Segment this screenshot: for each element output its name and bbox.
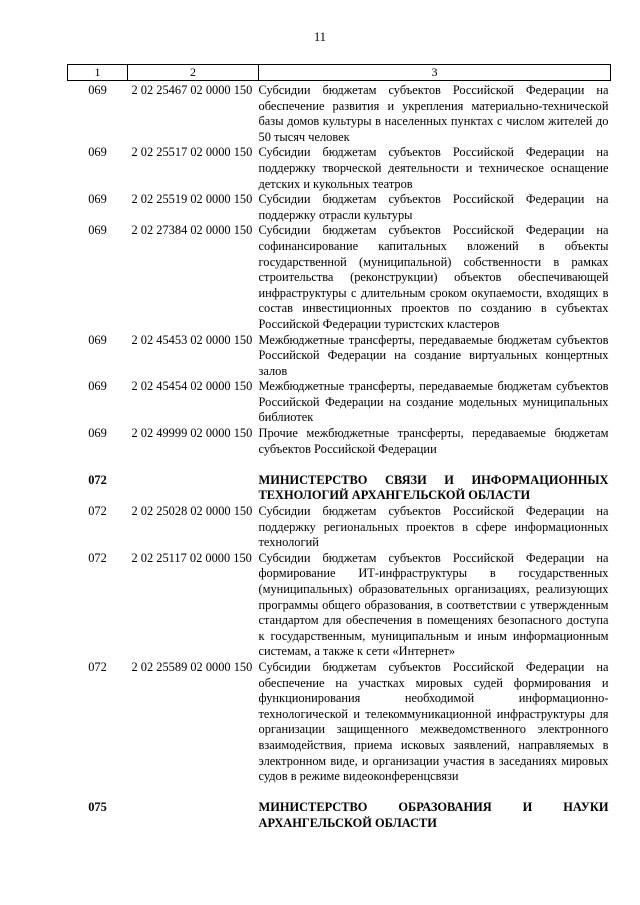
admin-code-cell: 075 (88, 800, 107, 815)
table-row (68, 660, 611, 785)
section-heading-row (68, 473, 611, 504)
column-header-3: 3 (259, 65, 611, 81)
admin-code-cell: 069 (88, 379, 107, 394)
table-row (68, 379, 611, 426)
admin-code-cell: 072 (88, 659, 107, 674)
table-row (68, 504, 611, 551)
admin-code-cell: 072 (88, 472, 107, 487)
revenue-code-cell: 2 02 25028 02 0000 150 (131, 504, 253, 519)
description-cell: Субсидии бюджетам субъектов Российской Федерации на обеспечение развития и укрепления материально-технической базы домов культуры в населенных пунктах с числом жителей до 50 тысяч человек (258, 83, 609, 144)
budget-classification-table (67, 64, 611, 832)
description-cell: Межбюджетные трансферты, передаваемые бюджетам субъектов Российской Федерации на создание модельных муниципальных библиотек (258, 379, 609, 425)
admin-code-cell: 069 (88, 223, 107, 238)
description-cell: Прочие межбюджетные трансферты, передаваемые бюджетам субъектов Российской Федерации (258, 426, 609, 456)
revenue-code-cell: 2 02 25519 02 0000 150 (131, 192, 253, 207)
table-row (68, 81, 611, 146)
ministry-name-cell: МИНИСТЕРСТВО ОБРАЗОВАНИЯ И НАУКИ АРХАНГЕЛЬСКОЙ ОБЛАСТИ (258, 800, 609, 830)
spacer-row (68, 785, 611, 801)
description-cell: Субсидии бюджетам субъектов Российской Федерации на поддержку региональных проектов в сфере информационных технологий (258, 504, 609, 550)
column-header-2: 2 (128, 65, 259, 81)
revenue-code-cell: 2 02 27384 02 0000 150 (131, 223, 253, 238)
table-row (68, 192, 611, 223)
table-row (68, 426, 611, 457)
admin-code-cell: 072 (88, 550, 107, 565)
revenue-code-cell: 2 02 45454 02 0000 150 (131, 379, 253, 394)
description-cell: Субсидии бюджетам субъектов Российской Федерации на софинансирование капитальных вложений в объекты государственной (муниципальной) собственности в рамках строительства (реконструкции) объектов обеспечивающей инфраструктуры с длительным сроком окупаемости, входящих в состав инвестиционных проектов по созданию в субъектах Российской Федерации туристских кластеров (258, 223, 609, 331)
description-cell: Межбюджетные трансферты, передаваемые бюджетам субъектов Российской Федерации на создание виртуальных концертных залов (258, 332, 609, 378)
table-header-row (68, 65, 611, 81)
description-cell: Субсидии бюджетам субъектов Российской Федерации на поддержку отрасли культуры (258, 192, 609, 222)
table-row (68, 333, 611, 380)
description-cell: Субсидии бюджетам субъектов Российской Федерации на обеспечение на участках мировых судей формирования и функционирования необходимой информационно-технологической и телекоммуникационной инфраструктуры для организации защищенного межведомственного электронного взаимодействия, приема исковых заявлений, направляемых в электронном виде, и организации участия в заседаниях мировых судов в режиме видеоконференцсвязи (258, 659, 609, 784)
admin-code-cell: 069 (88, 83, 107, 97)
admin-code-cell: 069 (88, 426, 107, 441)
admin-code-cell: 072 (88, 504, 107, 519)
page-number: 11 (314, 30, 326, 44)
revenue-code-cell: 2 02 25589 02 0000 150 (131, 659, 253, 674)
table-body (68, 81, 611, 832)
revenue-code-cell (128, 800, 259, 831)
ministry-name-cell: МИНИСТЕРСТВО СВЯЗИ И ИНФОРМАЦИОННЫХ ТЕХНОЛОГИЙ АРХАНГЕЛЬСКОЙ ОБЛАСТИ (258, 472, 609, 503)
table-row (68, 551, 611, 660)
spacer-row (68, 457, 611, 473)
revenue-code-cell: 2 02 49999 02 0000 150 (131, 426, 253, 441)
table-row (68, 223, 611, 332)
admin-code-cell: 069 (88, 192, 107, 207)
description-cell: Субсидии бюджетам субъектов Российской Федерации на поддержку творческой деятельности и техническое оснащение детских и кукольных театров (258, 145, 609, 191)
column-header-1: 1 (68, 65, 128, 81)
revenue-code-cell: 2 02 25517 02 0000 150 (131, 145, 253, 160)
description-cell: Субсидии бюджетам субъектов Российской Федерации на формирование ИТ-инфраструктуры в государственных (муниципальных) образовательных организациях, реализующих программы общего образования, в соответствии с утвержденным стандартом для обеспечения в помещениях безопасного доступа к государственным, муниципальным и иным информационным системам, а также к сети «Интернет» (258, 550, 609, 659)
revenue-code-cell: 2 02 25467 02 0000 150 (131, 83, 253, 97)
revenue-code-cell: 2 02 25117 02 0000 150 (131, 550, 252, 565)
revenue-code-cell (128, 473, 259, 504)
admin-code-cell: 069 (88, 145, 107, 160)
section-heading-row (68, 800, 611, 831)
admin-code-cell: 069 (88, 332, 107, 347)
table-row (68, 145, 611, 192)
revenue-code-cell: 2 02 45453 02 0000 150 (131, 332, 253, 347)
